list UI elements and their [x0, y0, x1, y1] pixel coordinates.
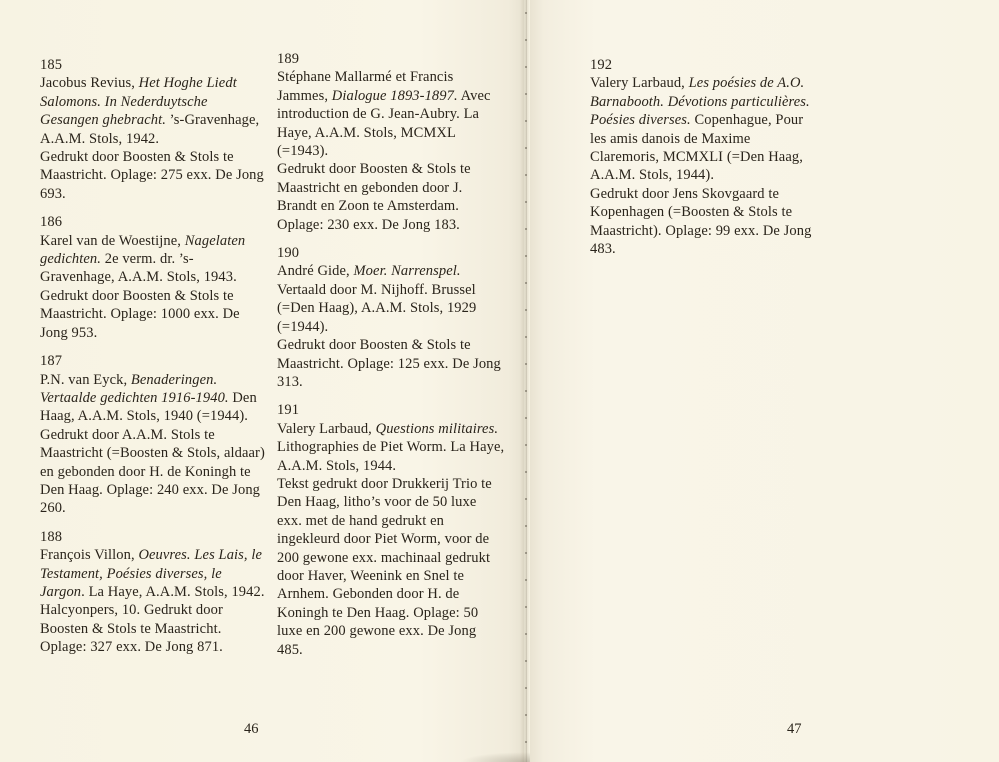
left-page-column-1: [40, 56, 268, 667]
stitch-dot-icon: [525, 282, 527, 284]
stitch-dot-icon: [525, 687, 527, 689]
stitch-dot-icon: [525, 498, 527, 500]
citation-title-italic: Questions militaires.: [375, 420, 499, 437]
citation-text: Jacobus Revius,: [40, 75, 139, 92]
entry-notes: Gedrukt door Boosten & Stols te Maastricht. Oplage: 275 exx. De Jong 693.: [40, 149, 264, 202]
entry-citation: [277, 420, 505, 475]
entry-notes: Tekst gedrukt door Drukkerij Trio te Den Haag, litho’s voor de 50 luxe exx. met de hand gedrukt en ingekleurd door Piet Worm, voor de 200 gewone exx. machinaal gedrukt door Haver, Weenink en Snel te Arnhem. Gebonden door H. de Koningh te Den Haag. Oplage: 50 luxe en 200 gewone exx. De Jong 485.: [277, 475, 492, 658]
citation-text: André Gide,: [277, 263, 354, 280]
stitch-dot-icon: [525, 417, 527, 419]
citation-text: Valery Larbaud,: [590, 75, 689, 92]
stitch-dot-icon: [525, 660, 527, 662]
stitch-dot-icon: [525, 579, 527, 581]
bibliography-entry: [277, 401, 505, 659]
entry-number: 187: [40, 353, 63, 370]
bibliography-entry: [590, 56, 814, 258]
stitch-dot-icon: [525, 93, 527, 95]
stitch-dot-icon: [525, 174, 527, 176]
citation-title-italic: Oeuvres. Les Lais, le Testament, Poésies diverses, le Jargon: [40, 547, 263, 600]
stitch-dot-icon: [525, 120, 527, 122]
stitch-dot-icon: [525, 741, 527, 743]
stitch-dot-icon: [525, 444, 527, 446]
entry-number: 186: [40, 214, 63, 231]
entry-citation: [590, 74, 814, 184]
page-right: [530, 0, 999, 762]
entry-number: 191: [277, 402, 300, 419]
stitch-dot-icon: [525, 552, 527, 554]
entry-number: 188: [40, 528, 63, 545]
citation-title-italic: Dialogue 1893-1897.: [331, 87, 458, 104]
entry-notes: Gedrukt door Boosten & Stols te Maastricht. Oplage: 125 exx. De Jong 313.: [277, 337, 501, 390]
entry-notes: Gedrukt door Boosten & Stols te Maastricht. Oplage: 1000 exx. De Jong 953.: [40, 287, 240, 341]
entry-notes: Gedrukt door Boosten & Stols te Maastricht en gebonden door J. Brandt en Zoon te Amsterdam. Oplage: 230 exx. De Jong 183.: [277, 161, 471, 233]
citation-text: 2e verm. dr. ’s-Gravenhage, A.A.M. Stols, 1943.: [40, 251, 237, 286]
entry-number: 190: [277, 245, 300, 262]
bibliography-entry: [277, 50, 505, 234]
stitching-dots-icon: [520, 0, 530, 762]
bibliography-entry: [40, 213, 268, 342]
entry-number: 185: [40, 57, 63, 73]
citation-text: Den Haag, A.A.M. Stols, 1940 (=1944).: [40, 389, 257, 425]
stitch-dot-icon: [525, 633, 527, 635]
citation-text: . La Haye, A.A.M. Stols, 1942.: [81, 583, 265, 600]
entry-number: 192: [590, 57, 613, 73]
citation-text: P.N. van Eyck,: [40, 371, 131, 388]
stitch-dot-icon: [525, 12, 527, 14]
stitch-dot-icon: [525, 309, 527, 311]
page-number-right: 47: [787, 721, 802, 737]
citation-text: Lithographies de Piet Worm. La Haye, A.A.M. Stols, 1944.: [277, 439, 505, 474]
stitch-dot-icon: [525, 363, 527, 365]
stitch-dot-icon: [525, 714, 527, 716]
entry-citation: [40, 232, 268, 287]
entry-notes: Halcyonpers, 10. Gedrukt door Boosten & Stols te Maastricht. Oplage: 327 exx. De Jong 871.: [40, 602, 223, 656]
citation-text: Avec introduction de G. Jean-Aubry. La Haye, A.A.M. Stols, MCMXL (=1943).: [277, 87, 491, 160]
citation-title-italic: Moer. Narrenspel.: [353, 263, 461, 280]
citation-text: ’s-Gravenhage, A.A.M. Stols, 1942.: [40, 112, 260, 147]
entry-notes: Gedrukt door Jens Skovgaard te Kopenhagen (=Boosten & Stols te Maastricht). Oplage: 99 exx. De Jong 483.: [590, 185, 812, 258]
entry-citation: [40, 371, 268, 426]
citation-text: Valery Larbaud,: [277, 420, 376, 437]
right-page-column-1: [590, 56, 814, 268]
left-page-column-2: [277, 50, 505, 669]
citation-title-italic: Les poésies de A.O. Barnabooth. Dévotions particulières. Poésies diverses.: [590, 75, 810, 129]
citation-text: Stéphane Mallarmé et Francis Jammes,: [277, 69, 454, 104]
citation-text: François Villon,: [40, 547, 139, 564]
stitch-dot-icon: [525, 201, 527, 203]
citation-text: Karel van de Woestijne,: [40, 232, 185, 249]
bibliography-entry: [40, 528, 268, 657]
citation-text: Vertaald door M. Nijhoff. Brussel (=Den Haag), A.A.M. Stols, 1929 (=1944).: [277, 281, 477, 335]
citation-text: Copenhague, Pour les amis danois de Maxime Claremoris, MCMXLI (=Den Haag, A.A.M. Stols, 1944).: [590, 112, 804, 184]
stitch-dot-icon: [525, 336, 527, 338]
citation-title-italic: Benaderingen. Vertaalde gedichten 1916-1940.: [40, 371, 229, 406]
stitch-dot-icon: [525, 525, 527, 527]
entry-citation: [277, 262, 505, 336]
stitch-dot-icon: [525, 228, 527, 230]
entry-number: 189: [277, 51, 300, 67]
stitch-dot-icon: [525, 606, 527, 608]
citation-title-italic: Nagelaten gedichten.: [40, 232, 246, 268]
stitch-dot-icon: [525, 39, 527, 41]
entry-citation: [40, 546, 268, 601]
binding-gutter: [520, 0, 530, 762]
stitch-dot-icon: [525, 471, 527, 473]
citation-title-italic: Het Hoghe Liedt Salomons. In Nederduytsche Gesangen ghebracht.: [40, 75, 237, 129]
stitch-dot-icon: [525, 255, 527, 257]
entry-notes: Gedrukt door A.A.M. Stols te Maastricht (=Boosten & Stols, aldaar) en gebonden door H. de Koningh te Den Haag. Oplage: 240 exx. De Jong 260.: [40, 426, 265, 517]
bibliography-entry: [40, 56, 268, 203]
entry-citation: [40, 74, 268, 148]
stitch-dot-icon: [525, 390, 527, 392]
bibliography-entry: [40, 352, 268, 518]
entry-citation: [277, 68, 505, 160]
bibliography-entry: [277, 244, 505, 391]
page-number-left: 46: [244, 721, 259, 737]
stitch-dot-icon: [525, 66, 527, 68]
stitch-dot-icon: [525, 147, 527, 149]
